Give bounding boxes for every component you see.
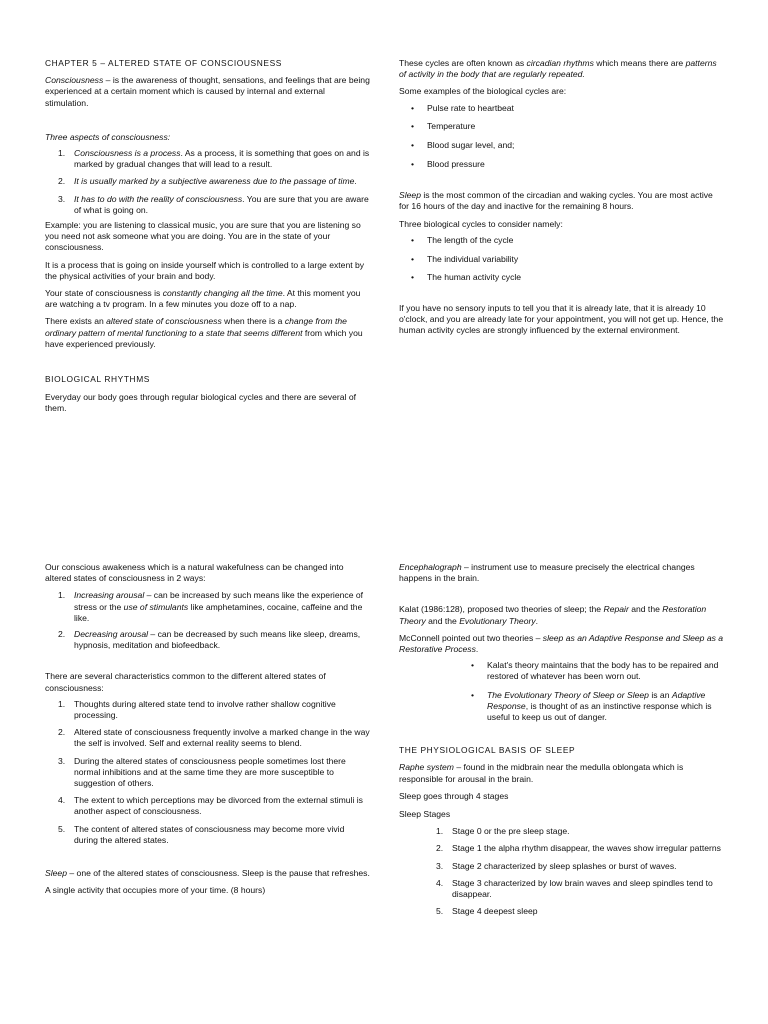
- list-item-text: The human activity cycle: [427, 272, 522, 283]
- list-item: [45, 756, 370, 790]
- list-item: [45, 629, 370, 651]
- list-item-text: It has to do with the reality of consciousness. You are sure that you are aware of what is going on.: [74, 193, 369, 215]
- physiological-heading: THE PHYSIOLOGICAL BASIS OF SLEEP: [399, 745, 576, 756]
- list-item-text: Thoughts during altered state tend to involve rather shallow cognitive processing.: [74, 698, 336, 721]
- list-item-text: The extent to which perceptions may be divorced from the external stimuli is another aspect of consciousness.: [74, 795, 363, 817]
- list-number: 1.: [58, 590, 66, 601]
- three-cycles-intro: Three biological cycles to consider namely:: [399, 218, 563, 229]
- list-item: [399, 254, 724, 265]
- aspects-heading: Three aspects of consciousness:: [45, 131, 171, 142]
- list-item-text: Stage 0 or the pre sleep stage.: [452, 826, 570, 837]
- single-activity: A single activity that occupies more of your time. (8 hours): [45, 885, 266, 896]
- bottom-right-column: [399, 562, 724, 917]
- list-item-text: Consciousness is a process. As a process, it is something that goes on and is marked by gradual changes that will lead to a result.: [74, 148, 370, 170]
- four-stages-text: Sleep goes through 4 stages: [399, 790, 509, 801]
- biological-paragraph: Everyday our body goes through regular biological cycles and there are several of them.: [45, 392, 356, 414]
- state-paragraph: Your state of consciousness is constantly changing all the time. At this moment you are watching a tv program. In a few minutes you doze off to a nap.: [45, 288, 361, 310]
- bullet-icon: •: [411, 234, 415, 245]
- list-item: [45, 824, 370, 846]
- bullet-icon: •: [471, 660, 475, 671]
- list-item: [423, 826, 724, 837]
- raphe-paragraph: Raphe system – found in the midbrain near the medulla oblongata which is responsible for arousal in the brain.: [399, 762, 684, 784]
- list-item-text: It is usually marked by a subjective awareness due to the passage of time.: [74, 176, 357, 187]
- list-item-text: Stage 1 the alpha rhythm disappear, the waves show irregular patterns: [452, 843, 721, 854]
- mcconnell-paragraph: McConnell pointed out two theories – sleep as an Adaptive Response and Sleep as a Restorative Process.: [399, 632, 724, 655]
- list-item: [399, 103, 724, 114]
- encephalograph-paragraph: Encephalograph – instrument use to measure precisely the electrical changes happens in the brain.: [399, 562, 695, 584]
- list-number: 1.: [58, 698, 66, 709]
- list-item-text: The Evolutionary Theory of Sleep or Sleep is an Adaptive Response, is thought of as an instinctive response which is useful to keep us out of danger.: [487, 689, 712, 723]
- list-item: [45, 176, 370, 187]
- list-number: 5.: [58, 823, 66, 834]
- list-item: [45, 727, 370, 749]
- process-paragraph: It is a process that is going on inside yourself which is controlled to a large extent by the physical activities of your brain and body.: [45, 259, 365, 281]
- list-number: 2.: [58, 176, 66, 187]
- list-item: [399, 235, 724, 246]
- list-item-text: Increasing arousal – can be increased by such means like the experience of stress or the use of stimulants like amphetamines, cocaine, caffeine and the like.: [74, 590, 364, 623]
- list-item-text: Blood pressure: [427, 159, 485, 169]
- bottom-left-column: [45, 562, 370, 896]
- awakeness-paragraph: Our conscious awakeness which is a natural wakefulness can be changed into altered states of consciousness in 2 ways:: [45, 562, 344, 584]
- sensory-paragraph: If you have no sensory inputs to tell you that it is already late, that it is already 10 o'clock, and you are already late for your appointment, you will not get up. Hence, the human activity cycles are strongly influenced by the external environment.: [399, 302, 724, 336]
- bullet-icon: •: [471, 689, 475, 700]
- list-item: [45, 148, 370, 170]
- list-item-text: The individual variability: [427, 253, 519, 264]
- consciousness-definition: Consciousness – is the awareness of thought, sensations, and feelings that are being experienced at a certain moment which is caused by internal and external stimulation.: [45, 75, 370, 108]
- list-item: [399, 272, 724, 283]
- circadian-paragraph: These cycles are often known as circadian rhythms which means there are patterns of activity in the body that are regularly repeated.: [399, 58, 717, 80]
- list-number: 4.: [436, 877, 444, 888]
- sleep-stages-heading: Sleep Stages: [399, 809, 451, 820]
- biological-rhythms-heading: BIOLOGICAL RHYTHMS: [45, 374, 150, 385]
- sleep-paragraph: Sleep is the most common of the circadian and waking cycles. You are most active for 16 hours of the day and inactive for the remaining 8 hours.: [399, 190, 713, 212]
- list-item: [45, 194, 370, 216]
- aspects-list: [45, 148, 370, 216]
- list-item: [459, 690, 724, 724]
- kalat-paragraph: Kalat (1986:128), proposed two theories of sleep; the Repair and the Restoration Theory and the Evolutionary Theory.: [399, 604, 707, 626]
- list-item: [423, 861, 724, 872]
- list-number: 2.: [58, 629, 66, 640]
- list-item-text: Pulse rate to heartbeat: [427, 102, 514, 113]
- list-item: [45, 699, 370, 721]
- list-item-text: Decreasing arousal – can be decreased by such means like sleep, dreams, hypnosis, meditation and biofeedback.: [74, 629, 361, 651]
- list-item-text: During the altered states of consciousness people sometimes lost there normal inhibitions and at the same time they are more susceptible to suggestion of others.: [74, 755, 346, 789]
- list-number: 2.: [58, 727, 66, 738]
- list-item-text: Kalat's theory maintains that the body has to be repaired and restored of whatever has been worn out.: [487, 660, 719, 682]
- list-number: 5.: [436, 906, 444, 917]
- list-item: [45, 795, 370, 817]
- list-item: [423, 843, 724, 854]
- bullet-icon: •: [411, 272, 415, 283]
- list-item: [399, 121, 724, 132]
- three-cycles-list: [399, 235, 724, 284]
- list-item: [45, 590, 370, 624]
- list-item-text: Stage 3 characterized by low brain waves and sleep spindles tend to disappear.: [452, 877, 713, 900]
- list-item: [459, 660, 724, 682]
- list-item-text: Stage 2 characterized by sleep splashes or burst of waves.: [452, 860, 677, 871]
- arousal-ways-list: [45, 590, 370, 651]
- altered-state-paragraph: There exists an altered state of consciousness when there is a change from the ordinary pattern of mental functioning to a state that seems different from which you have experienced previously.: [45, 316, 363, 349]
- list-number: 3.: [58, 755, 66, 766]
- bullet-icon: •: [411, 159, 415, 169]
- bullet-icon: •: [411, 102, 415, 113]
- list-item-text: Temperature: [427, 121, 476, 132]
- example-paragraph: Example: you are listening to classical music, you are sure that you are listening so you need not ask someone what you are doing. You are in the state of your consciousness.: [45, 220, 361, 253]
- bullet-icon: •: [411, 140, 415, 151]
- list-item-text: Altered state of consciousness frequently involve a marked change in the way the self is involved. Self and external reality seems to blend.: [74, 727, 370, 749]
- characteristics-list: [45, 699, 370, 846]
- bullet-icon: •: [411, 121, 415, 132]
- theories-list: [399, 660, 724, 723]
- list-number: 2.: [436, 843, 444, 854]
- list-item-text: Blood sugar level, and;: [427, 140, 515, 151]
- sleep-stages-list: [399, 826, 724, 917]
- examples-list: [399, 103, 724, 171]
- list-item-text: Stage 4 deepest sleep: [452, 906, 538, 917]
- list-number: 1.: [436, 826, 444, 837]
- chapter-heading: CHAPTER 5 – ALTERED STATE OF CONSCIOUSNESS: [45, 58, 282, 68]
- bullet-icon: •: [411, 253, 415, 264]
- examples-intro: Some examples of the biological cycles are:: [399, 86, 567, 97]
- list-item-text: The length of the cycle: [427, 234, 514, 245]
- list-item: [399, 140, 724, 151]
- top-right-column: [399, 58, 724, 336]
- list-number: 1.: [58, 148, 66, 159]
- list-number: 4.: [58, 795, 66, 806]
- list-number: 3.: [436, 860, 444, 871]
- list-number: 3.: [58, 193, 66, 204]
- list-item: [399, 159, 724, 170]
- list-item-text: The content of altered states of consciousness may become more vivid during the altered states.: [74, 823, 345, 845]
- characteristics-intro: There are several characteristics common to the different altered states of consciousness:: [45, 671, 326, 693]
- top-left-column: [45, 58, 370, 415]
- list-item: [423, 906, 724, 917]
- sleep-definition: Sleep – one of the altered states of consciousness. Sleep is the pause that refreshes.: [45, 868, 370, 879]
- list-item: [423, 878, 724, 900]
